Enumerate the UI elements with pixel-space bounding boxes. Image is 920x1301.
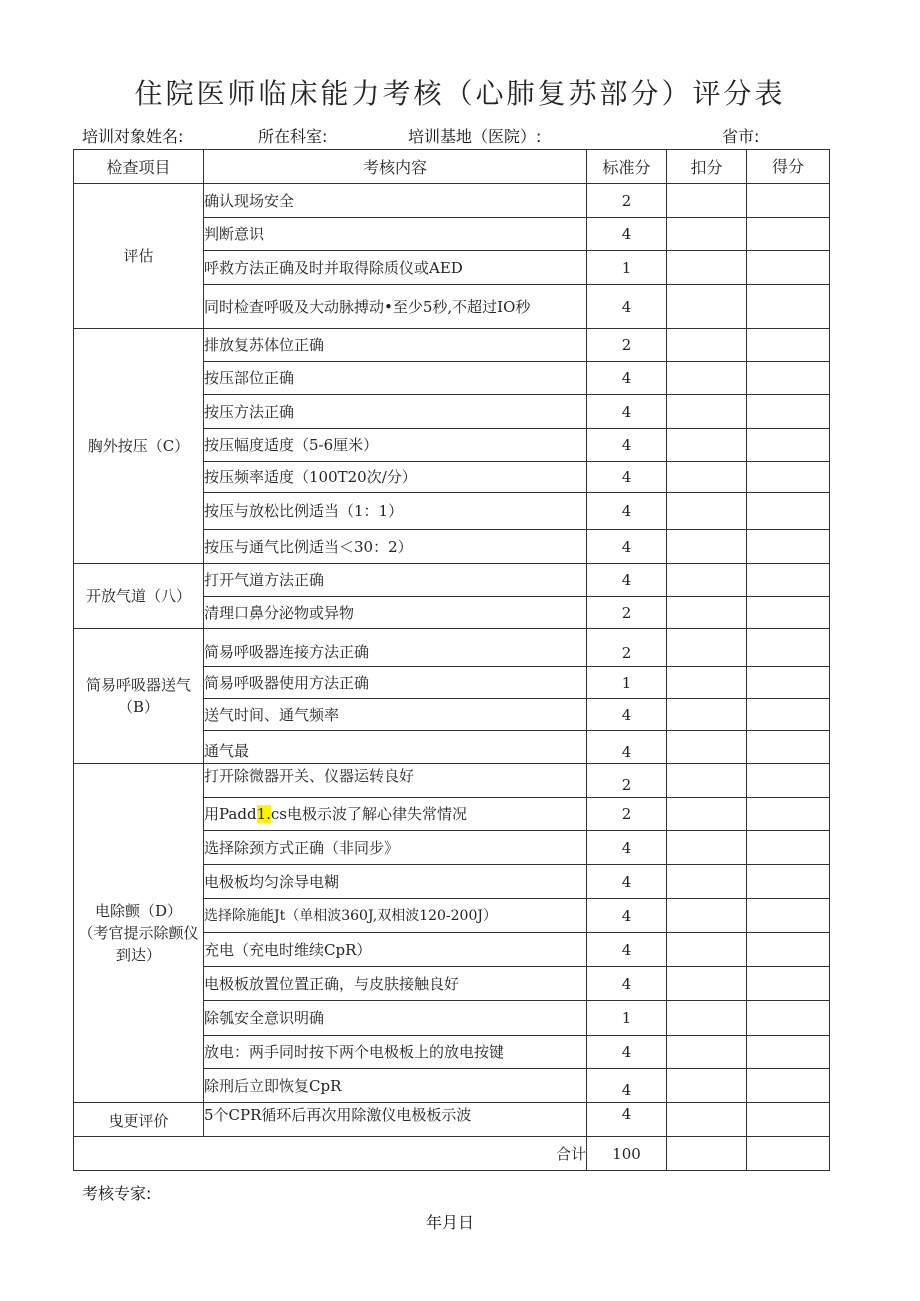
content-cell: 按压频率适度（100T20次/分） xyxy=(204,462,587,493)
standard-score: 4 xyxy=(587,395,667,429)
standard-score: 4 xyxy=(587,530,667,564)
content-cell: 按压与通气比例适当＜30：2） xyxy=(204,530,587,564)
table-row xyxy=(74,1103,830,1137)
content-cell: 选择除施能Jt（单相波360J,双相波120-200J） xyxy=(204,899,587,933)
deduct-cell[interactable] xyxy=(667,629,747,667)
standard-score: 1 xyxy=(587,1001,667,1036)
deduct-cell[interactable] xyxy=(667,933,747,967)
content-cell: 电极板放置位置正确，与皮肤接触良好 xyxy=(204,967,587,1001)
deduct-cell[interactable] xyxy=(667,184,747,218)
scoring-table xyxy=(73,149,830,1171)
score-cell[interactable] xyxy=(747,597,830,629)
deduct-cell[interactable] xyxy=(667,831,747,865)
standard-score: 1 xyxy=(587,667,667,699)
standard-score: 4 xyxy=(587,1069,667,1103)
total-deduct-cell[interactable] xyxy=(667,1137,747,1171)
deduct-cell[interactable] xyxy=(667,1001,747,1036)
standard-score: 4 xyxy=(587,831,667,865)
header-content: 考核内容 xyxy=(204,150,587,184)
deduct-cell[interactable] xyxy=(667,251,747,285)
content-cell: 放电：两手同时按下两个电极板上的放电按键 xyxy=(204,1036,587,1069)
standard-score: 4 xyxy=(587,218,667,251)
standard-score: 2 xyxy=(587,764,667,798)
score-cell[interactable] xyxy=(747,462,830,493)
deduct-cell[interactable] xyxy=(667,764,747,798)
table-row xyxy=(74,184,830,218)
score-cell[interactable] xyxy=(747,429,830,462)
score-cell[interactable] xyxy=(747,764,830,798)
category-defibrillation-title: 电除颤（D） xyxy=(94,902,183,920)
score-cell[interactable] xyxy=(747,395,830,429)
deduct-cell[interactable] xyxy=(667,362,747,395)
score-cell[interactable] xyxy=(747,629,830,667)
deduct-cell[interactable] xyxy=(667,395,747,429)
category-bag-ventilation: 简易呼吸器送气（B） xyxy=(74,629,204,764)
deduct-cell[interactable] xyxy=(667,731,747,764)
standard-score: 2 xyxy=(587,597,667,629)
table-row xyxy=(74,629,830,667)
score-cell[interactable] xyxy=(747,564,830,597)
content-cell: 按压与放松比例适当（1：1） xyxy=(204,493,587,530)
standard-score: 4 xyxy=(587,933,667,967)
deduct-cell[interactable] xyxy=(667,1036,747,1069)
header-standard: 标准分 xyxy=(587,150,667,184)
score-cell[interactable] xyxy=(747,731,830,764)
deduct-cell[interactable] xyxy=(667,967,747,1001)
score-cell[interactable] xyxy=(747,184,830,218)
total-row xyxy=(74,1137,830,1171)
deduct-cell[interactable] xyxy=(667,462,747,493)
category-airway: 开放气道（八） xyxy=(74,564,204,629)
standard-score: 1 xyxy=(587,251,667,285)
score-cell[interactable] xyxy=(747,699,830,731)
content-cell: 同时检查呼吸及大动脉搏动•至少5秒,不超过IO秒 xyxy=(204,285,587,329)
total-label: 合计 xyxy=(74,1137,587,1171)
content-cell: 通气最 xyxy=(204,731,587,764)
standard-score: 2 xyxy=(587,798,667,831)
deduct-cell[interactable] xyxy=(667,285,747,329)
table-row xyxy=(74,564,830,597)
score-cell[interactable] xyxy=(747,218,830,251)
standard-score: 4 xyxy=(587,967,667,1001)
score-cell[interactable] xyxy=(747,1036,830,1069)
content-cell: 选择除颈方式正确（非同步》 xyxy=(204,831,587,865)
score-cell[interactable] xyxy=(747,667,830,699)
content-cell: 打开气道方法正确 xyxy=(204,564,587,597)
deduct-cell[interactable] xyxy=(667,218,747,251)
score-cell[interactable] xyxy=(747,1103,830,1137)
deduct-cell[interactable] xyxy=(667,1069,747,1103)
content-cell xyxy=(204,798,587,831)
content-cell: 排放复苏体位正确 xyxy=(204,329,587,362)
score-cell[interactable] xyxy=(747,899,830,933)
content-cell: 电极板均匀涂导电糊 xyxy=(204,865,587,899)
deduct-cell[interactable] xyxy=(667,493,747,530)
deduct-cell[interactable] xyxy=(667,597,747,629)
standard-score: 2 xyxy=(587,629,667,667)
content-cell: 5个CPR循环后再次用除激仪电极板示波 xyxy=(204,1103,587,1137)
content-cell: 确认现场安全 xyxy=(204,184,587,218)
header-deduct: 扣分 xyxy=(667,150,747,184)
deduct-cell[interactable] xyxy=(667,329,747,362)
score-cell[interactable] xyxy=(747,865,830,899)
standard-score: 4 xyxy=(587,429,667,462)
province-label: 省市: xyxy=(722,127,760,146)
score-cell[interactable] xyxy=(747,285,830,329)
score-cell[interactable] xyxy=(747,251,830,285)
table-row xyxy=(74,329,830,362)
content-cell: 按压幅度适度（5-6厘米） xyxy=(204,429,587,462)
category-chest-compression: 胸外按压（C） xyxy=(74,329,204,564)
deduct-cell[interactable] xyxy=(667,699,747,731)
standard-score: 4 xyxy=(587,493,667,530)
deduct-cell[interactable] xyxy=(667,1103,747,1137)
category-assessment: 评估 xyxy=(74,184,204,329)
content-cell: 简易呼吸器连接方法正确 xyxy=(204,629,587,667)
deduct-cell[interactable] xyxy=(667,899,747,933)
department-label: 所在科室: xyxy=(258,127,328,146)
page-title: 住院医师临床能力考核（心肺复苏部分）评分表 xyxy=(134,77,786,110)
content-cell: 呼救方法正确及时并取得除质仪或AED xyxy=(204,251,587,285)
content-text-post: cs电极示波了解心律失常情况 xyxy=(270,805,467,823)
date-label: 年月日 xyxy=(426,1213,475,1232)
content-cell: 按压方法正确 xyxy=(204,395,587,429)
content-cell: 充电（充电时维续CpR） xyxy=(204,933,587,967)
standard-score: 2 xyxy=(587,184,667,218)
score-cell[interactable] xyxy=(747,329,830,362)
category-reassessment: 曳更评价 xyxy=(74,1103,204,1137)
content-text-pre: 用Padd xyxy=(204,805,257,823)
content-cell: 判断意识 xyxy=(204,218,587,251)
table-row xyxy=(74,764,830,798)
content-cell: 除刑后立即恢复CpR xyxy=(204,1069,587,1103)
header-score: 得分 xyxy=(747,150,830,184)
content-cell: 送气时间、通气频率 xyxy=(204,699,587,731)
content-cell: 按压部位正确 xyxy=(204,362,587,395)
examiner-label: 考核专家: xyxy=(82,1184,152,1203)
score-cell[interactable] xyxy=(747,933,830,967)
standard-score: 4 xyxy=(587,899,667,933)
deduct-cell[interactable] xyxy=(667,798,747,831)
standard-score: 4 xyxy=(587,285,667,329)
standard-score: 4 xyxy=(587,362,667,395)
training-base-label: 培训基地（医院）: xyxy=(408,127,542,146)
header-item: 检查项目 xyxy=(74,150,204,184)
content-cell: 简易呼吸器使用方法正确 xyxy=(204,667,587,699)
standard-score: 4 xyxy=(587,731,667,764)
total-score-cell[interactable] xyxy=(747,1137,830,1171)
score-cell[interactable] xyxy=(747,1001,830,1036)
trainee-name-label: 培训对象姓名: xyxy=(82,127,184,146)
standard-score: 2 xyxy=(587,329,667,362)
score-cell[interactable] xyxy=(747,530,830,564)
score-cell[interactable] xyxy=(747,967,830,1001)
deduct-cell[interactable] xyxy=(667,564,747,597)
standard-score: 4 xyxy=(587,462,667,493)
score-cell[interactable] xyxy=(747,493,830,530)
content-cell: 打开除微器开关、仪器运转良好 xyxy=(204,764,587,798)
content-cell: 除瓠安全意识明确 xyxy=(204,1001,587,1036)
standard-score: 4 xyxy=(587,1103,667,1137)
deduct-cell[interactable] xyxy=(667,865,747,899)
score-cell[interactable] xyxy=(747,831,830,865)
score-cell[interactable] xyxy=(747,798,830,831)
content-cell: 清理口鼻分泌物或异物 xyxy=(204,597,587,629)
score-cell[interactable] xyxy=(747,1069,830,1103)
deduct-cell[interactable] xyxy=(667,429,747,462)
deduct-cell[interactable] xyxy=(667,530,747,564)
standard-score: 4 xyxy=(587,564,667,597)
deduct-cell[interactable] xyxy=(667,667,747,699)
standard-score: 4 xyxy=(587,1036,667,1069)
category-defibrillation-note: （考官提示除颤仪到达） xyxy=(78,924,199,964)
standard-score: 4 xyxy=(587,865,667,899)
category-defibrillation xyxy=(74,764,204,1103)
standard-score: 4 xyxy=(587,699,667,731)
highlighted-text: 1. xyxy=(256,805,271,823)
total-score: 100 xyxy=(587,1137,667,1171)
score-cell[interactable] xyxy=(747,362,830,395)
